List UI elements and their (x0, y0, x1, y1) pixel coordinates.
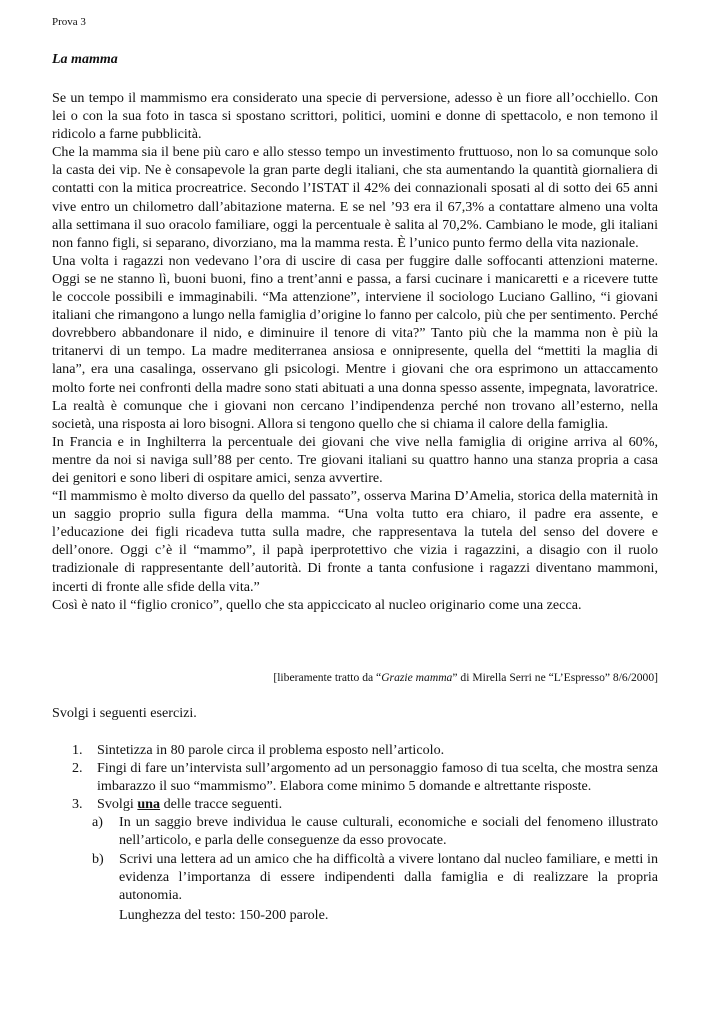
exercise-3: 3. Svolgi una delle tracce seguenti. (72, 796, 283, 813)
option-b: b) Scrivi una lettera ad un amico che ha difficoltà a vivere lontano dal nucleo familiare, e metti in evidenza l’importanza di essere indipendenti dalla famiglia e di realizzare la propria autonomia. (92, 850, 658, 903)
source-book-title: Grazie mamma (381, 671, 453, 684)
exercise-1: 1. Sintetizza in 80 parole circa il problema esposto nell’articolo. (72, 742, 445, 758)
paragraph: In Francia e in Inghilterra la percentuale dei giovani che vive nella famiglia di origine arriva al 60%, mentre da noi si naviga sull’88 per cento. Tre giovani italiani su quattro hanno una stanza propria a casa dei genitori e sono liberi di ospitare amici, senza avvertire. (52, 433, 658, 486)
source-citation: [liberamente tratto da “Grazie mamma” di Mirella Serri ne “L’Espresso” 8/6/2000] (273, 671, 658, 684)
article-title: La mamma (52, 52, 118, 67)
option-a: a) In un saggio breve individua le cause culturali, economiche e sociali del fenomeno illustrato nell’articolo, e parla delle conseguenze da esso provocate. (92, 814, 658, 849)
paragraph: Che la mamma sia il bene più caro e allo stesso tempo un investimento fruttuoso, non lo sa comunque solo la casta dei vip. Ne è consapevole la gran parte degli italiani, che sta aumentando la quantità giornaliera di contatti con la mitica procreatrice. Secondo l’ISTAT il 42% dei connazionali sposati al di sotto dei 65 anni vive entro un chilometro dall’abitazione materna. E se nel ’93 era il 67,3% a contattare almeno una volta alla settimana il suo oracolo familiare, oggi la percentuale è salita al 70,2%. Cambiano le mode, gli italiani non fanno figli, si separano, divorziano, ma la mamma resta. È l’unico punto fermo della vita nazionale. (52, 144, 658, 251)
paragraph: “Il mammismo è molto diverso da quello del passato”, osserva Marina D’Amelia, storica della maternità in un saggio proprio sulla figura della mamma. “Una volta tutto era chiaro, il padre era assente, e l’educazione dei figli ricadeva tutta sulla madre, che rappresentava la tutela del senso del dovere e dell’onore. Oggi c’è il “mammo”, il papà iperprotettivo che vizia i ragazzini, a disagio con il ruolo tradizionale di rappresentante dell’autorità. Di fronte a tanta confusione i ragazzi diventano mammoni, incerti di fronte alle sfide della vita.” (52, 488, 658, 595)
instructions: Svolgi i seguenti esercizi. (52, 705, 197, 721)
exercise-list (52, 741, 658, 924)
emphasis-una: una (137, 796, 161, 813)
exercise-2: 2. Fingi di fare un’intervista sull’argomento ad un personaggio famoso di tua scelta, che mostra senza imbarazzo il suo “mammismo”. Elabora come minimo 5 domande e altrettante risposte. (72, 760, 658, 795)
paragraph: Così è nato il “figlio cronico”, quello che sta appiccicato al nucleo originario come una zecca. (52, 596, 582, 613)
page-header: Prova 3 (52, 16, 86, 28)
article-body (52, 89, 658, 614)
text-length-note: Lunghezza del testo: 150-200 parole. (119, 906, 329, 923)
paragraph: Se un tempo il mammismo era considerato una specie di perversione, adesso è un fiore all’occhiello. Con lei o con la sua foto in tasca si spostano scrittori, politici, uomini e donne di spettacolo, e non temono il ridicolo a farne pubblicità. (52, 90, 658, 143)
paragraph: Una volta i ragazzi non vedevano l’ora di uscire di casa per fuggire dalle soffocanti attenzioni materne. Oggi se ne stanno lì, buoni buoni, fino a trent’anni e passa, a farsi cucinare i manicaretti e a ricevere tutte le coccole possibili e immaginabili. “Ma attenzione”, interviene il sociologo Luciano Gallino, “i giovani italiani che rimangono a lungo nella famiglia d’origine lo fanno per calcolo, più che per sentimento. Perché dovrebbero abbandonare il nido, e diminuire il tenore di vita?” Tanto più che la mamma non è più la tritanervi di un tempo. La madre mediterranea ansiosa e onnipresente, quella del “mettiti la maglia di lana”, era una casalinga, osservano gli psicologi. Mentre i giovani che ora esprimono un attaccamento molto forte nei confronti della madre sono stati abituati a una donna spesso assente, impegnata, lavoratrice. La realtà è comunque che i giovani non cercano l’indipendenza perché non trovano all’esterno, nella società, una risposta ai loro bisogni. Allora si tengono quello che si chiama il calore della famiglia. (52, 252, 658, 432)
